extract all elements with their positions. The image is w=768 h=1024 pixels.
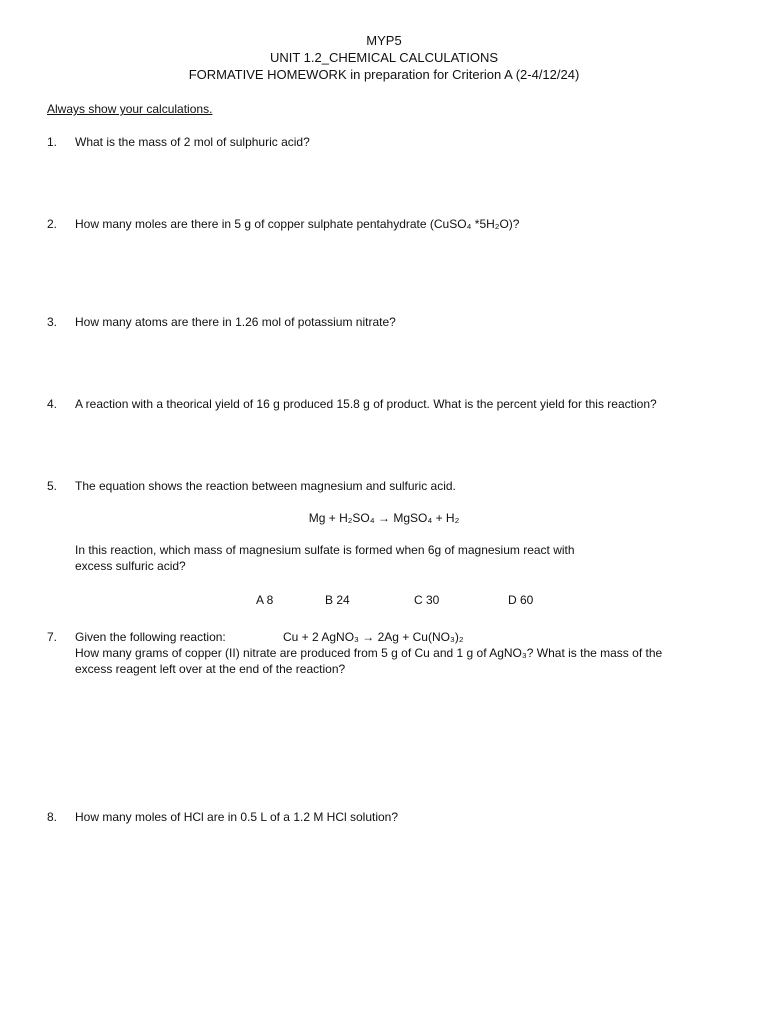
question-number: 5. (47, 479, 58, 493)
question-subtext: In this reaction, which mass of magnesium sulfate is formed when 6g of magnesium react with (75, 543, 575, 557)
question-subtext: excess sulfuric acid? (75, 559, 186, 573)
question-number: 7. (47, 630, 58, 644)
question-subtext: excess reagent left over at the end of the reaction? (75, 662, 346, 676)
answer-option-a: A 8 (256, 593, 274, 607)
question-number: 1. (47, 135, 58, 149)
question-number: 2. (47, 217, 58, 231)
question-text: The equation shows the reaction between magnesium and sulfuric acid. (75, 479, 456, 493)
chemical-equation: Cu + 2 AgNO₃ → 2Ag + Cu(NO₃)₂ (283, 630, 464, 644)
question-number: 3. (47, 315, 58, 329)
header-line-3: FORMATIVE HOMEWORK in preparation for Criterion A (2-4/12/24) (188, 67, 580, 82)
question-text: How many moles are there in 5 g of copper sulphate pentahydrate (CuSO₄ *5H₂O)? (75, 217, 520, 231)
answer-option-c: C 30 (414, 593, 440, 607)
question-text: How many moles of HCl are in 0.5 L of a 1.2 M HCl solution? (75, 810, 399, 824)
question-text: A reaction with a theorical yield of 16 g produced 15.8 g of product. What is the percent yield for this reaction? (75, 397, 657, 411)
header-line-1: MYP5 (366, 33, 402, 48)
answer-option-d: D 60 (508, 593, 534, 607)
header-line-2: UNIT 1.2_CHEMICAL CALCULATIONS (269, 50, 499, 65)
question-text: How many atoms are there in 1.26 mol of potassium nitrate? (75, 315, 396, 329)
question-number: 8. (47, 810, 58, 824)
chemical-equation: Mg + H₂SO₄ → MgSO₄ + H₂ (308, 511, 460, 525)
question-text: Given the following reaction: (75, 630, 226, 644)
answer-option-b: B 24 (325, 593, 350, 607)
instruction: Always show your calculations. (47, 102, 213, 116)
question-subtext: How many grams of copper (II) nitrate are produced from 5 g of Cu and 1 g of AgNO₃? What is the mass of the (75, 646, 663, 660)
question-number: 4. (47, 397, 58, 411)
question-text: What is the mass of 2 mol of sulphuric acid? (75, 135, 310, 149)
